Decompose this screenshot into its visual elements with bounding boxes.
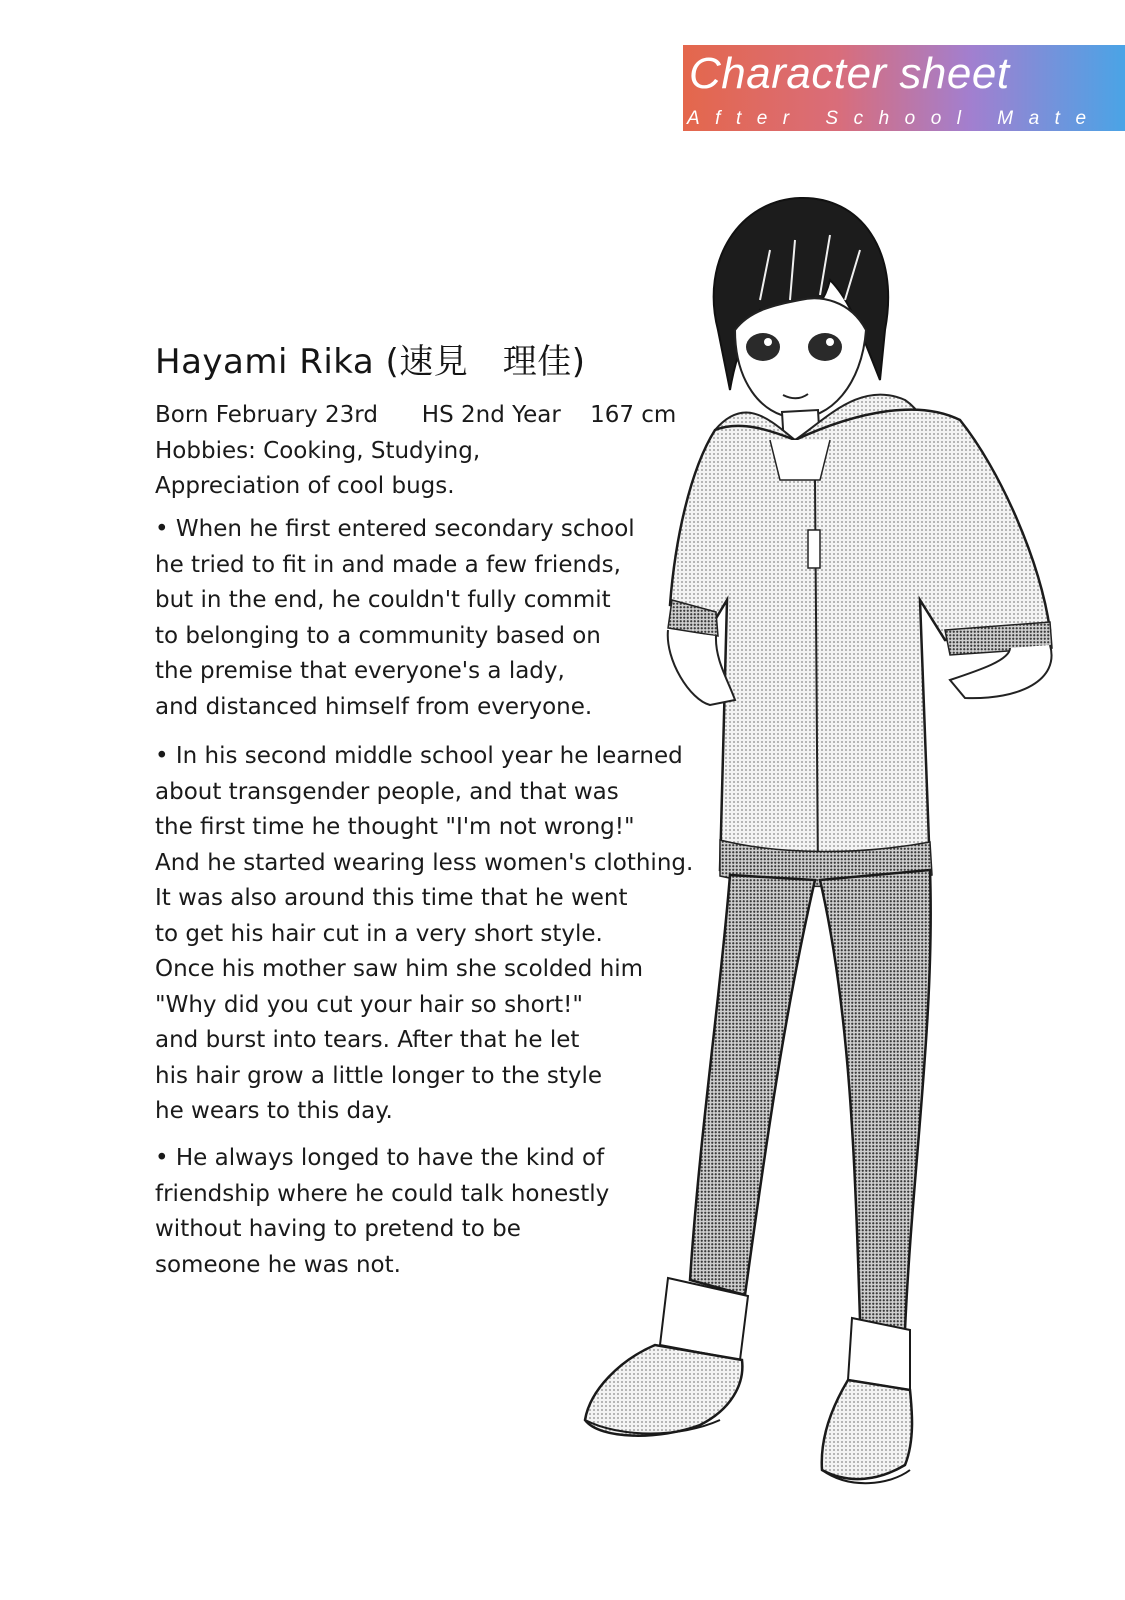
paragraph-line: someone he was not. (155, 1251, 401, 1278)
paragraph-line: his hair grow a little longer to the style (155, 1062, 603, 1089)
character-illustration (580, 190, 1080, 1550)
paragraph-line: the first time he thought "I'm not wrong!" (155, 814, 635, 840)
paragraph-line: he wears to this day. (155, 1098, 393, 1124)
paragraph-line: friendship where he could talk honestly (155, 1180, 610, 1207)
paragraph-line: • He always longed to have the kind of (155, 1145, 605, 1171)
profile-line-birth: Born February 23rd HS 2nd Year 167 cm (155, 402, 677, 428)
face (735, 298, 866, 418)
profile-line-hobbies-cont: Appreciation of cool bugs. (155, 473, 455, 499)
paragraph-line: Once his mother saw him she scolded him (155, 956, 644, 982)
paragraph-line: without having to pretend to be (155, 1216, 521, 1242)
paragraph-line: but in the end, he couldn't fully commit (155, 587, 611, 613)
paragraph-line: he tried to fit in and made a few friends, (155, 551, 621, 578)
header-title: Character sheet (689, 49, 1010, 98)
paragraph-line: about transgender people, and that was (155, 778, 619, 805)
paragraph-line: to belonging to a community based on (155, 622, 601, 649)
header-subtitle: After School Mate (687, 108, 1102, 129)
trousers (660, 870, 931, 1390)
paragraph-line: And he started wearing less women's clothing. (155, 849, 694, 876)
header-banner (683, 45, 1125, 131)
paragraph-line: to get his hair cut in a very short style. (155, 920, 603, 947)
profile-line-hobbies: Hobbies: Cooking, Studying, (155, 437, 481, 464)
paragraph-line: It was also around this time that he went (155, 885, 628, 911)
paragraph-line: the premise that everyone's a lady, (155, 658, 565, 684)
paragraph-line: and burst into tears. After that he let (155, 1027, 580, 1053)
paragraph-line: "Why did you cut your hair so short!" (155, 991, 583, 1018)
character-name: Hayami Rika (速見 理佳) (155, 342, 586, 382)
paragraph-line: and distanced himself from everyone. (155, 693, 593, 720)
paragraph-line: • When he first entered secondary school (155, 516, 635, 542)
paragraph-line: • In his second middle school year he learned (155, 743, 683, 769)
